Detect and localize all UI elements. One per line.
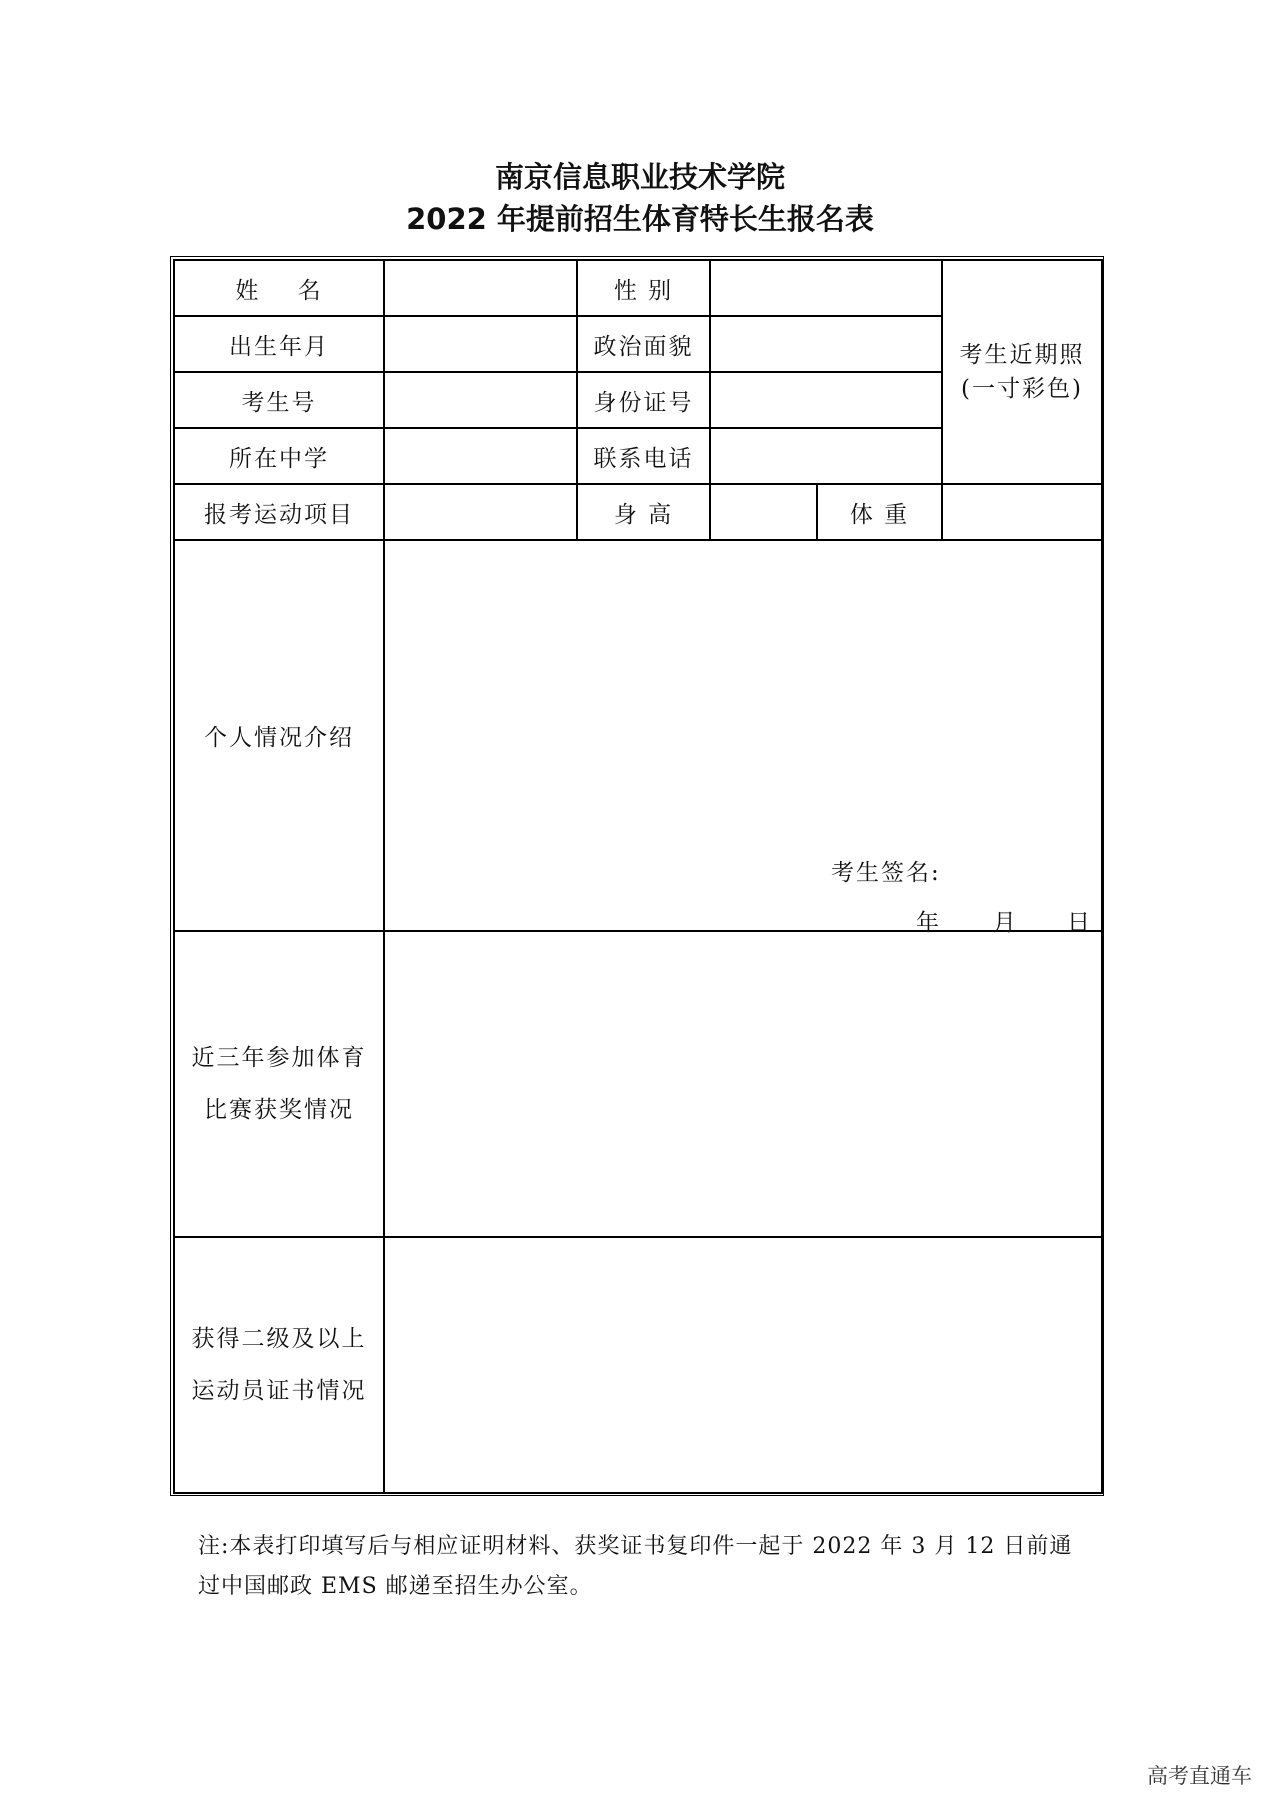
certificate-label-line2: 运动员证书情况 xyxy=(191,1378,367,1404)
date-year-label: 年 xyxy=(916,910,941,936)
document-subtitle: 2022 年提前招生体育特长生报名表 xyxy=(406,202,874,236)
date-day-label: 日 xyxy=(1067,910,1092,936)
certificate-field[interactable] xyxy=(384,1237,1102,1493)
awards-label-line1: 近三年参加体育 xyxy=(191,1045,367,1071)
name-field[interactable] xyxy=(384,260,577,316)
height-label: 身 高 xyxy=(577,484,710,540)
footnote: 注:本表打印填写后与相应证明材料、获奖证书复印件一起于 2022 年 3 月 12 日前通过中国邮政 EMS 邮递至招生办公室。 xyxy=(198,1534,1073,1599)
awards-label-line2: 比赛获奖情况 xyxy=(204,1097,354,1123)
political-status-field[interactable] xyxy=(710,316,942,372)
intro-field[interactable] xyxy=(384,540,1102,936)
certificate-label xyxy=(174,1237,384,1493)
height-field[interactable] xyxy=(710,484,817,540)
phone-label: 联系电话 xyxy=(577,428,710,484)
political-status-label: 政治面貌 xyxy=(577,316,710,372)
birth-label: 出生年月 xyxy=(174,316,384,372)
sport-field[interactable] xyxy=(384,484,577,540)
id-number-field[interactable] xyxy=(710,372,942,428)
gender-label: 性 别 xyxy=(577,260,710,316)
awards-label xyxy=(174,931,384,1237)
birth-field[interactable] xyxy=(384,316,577,372)
intro-label: 个人情况介绍 xyxy=(174,540,384,931)
exam-number-label: 考生号 xyxy=(174,372,384,428)
watermark-text: 高考直通车 xyxy=(1147,1764,1252,1788)
gender-field[interactable] xyxy=(710,260,942,316)
id-number-label: 身份证号 xyxy=(577,372,710,428)
exam-number-field[interactable] xyxy=(384,372,577,428)
document-title: 南京信息职业技术学院 xyxy=(494,160,785,194)
weight-field[interactable] xyxy=(942,484,1102,540)
photo-label-line2: (一寸彩色) xyxy=(961,376,1083,402)
registration-form xyxy=(173,259,1103,1494)
photo-label-line1: 考生近期照 xyxy=(959,342,1085,368)
sport-label: 报考运动项目 xyxy=(174,484,384,540)
photo-box[interactable] xyxy=(942,260,1102,484)
awards-field[interactable] xyxy=(384,931,1102,1237)
weight-label: 体 重 xyxy=(817,484,942,540)
school-field[interactable] xyxy=(384,428,577,484)
school-label: 所在中学 xyxy=(174,428,384,484)
signature-label: 考生签名: xyxy=(831,860,941,886)
name-label: 姓 名 xyxy=(174,260,384,316)
date-month-label: 月 xyxy=(993,910,1018,936)
phone-field[interactable] xyxy=(710,428,942,484)
certificate-label-line1: 获得二级及以上 xyxy=(191,1326,367,1352)
